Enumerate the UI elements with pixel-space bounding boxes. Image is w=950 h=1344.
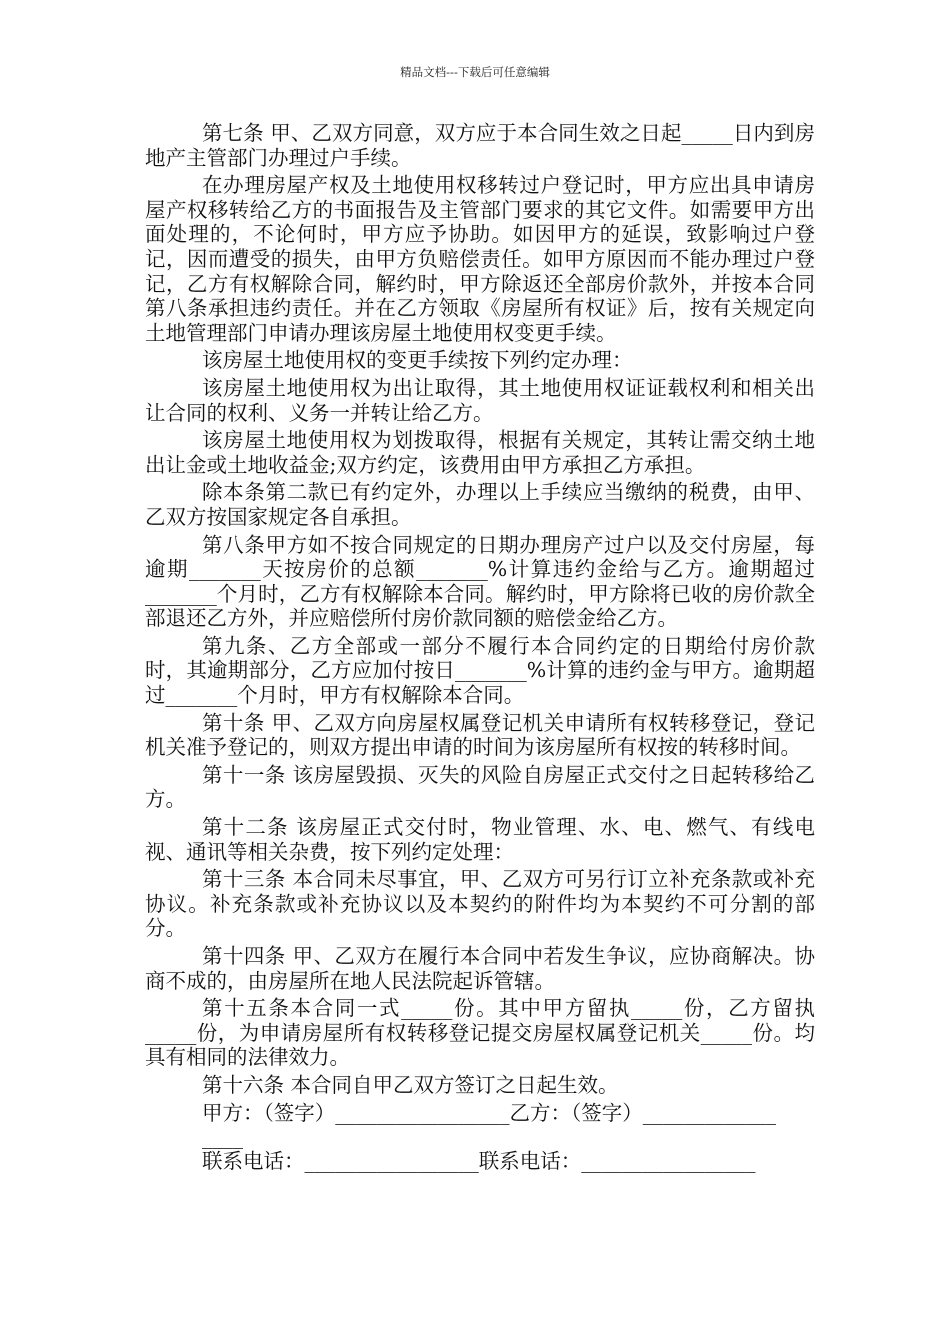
tax-paragraph: 除本条第二款已有约定外，办理以上手续应当缴纳的税费，由甲、乙双方按国家规定各自承担。 <box>145 480 815 529</box>
page-header: 精品文档---下载后可任意编辑 <box>400 65 550 79</box>
signature-line-tail: ____ <box>202 1125 243 1150</box>
article-8: 第八条甲方如不按合同规定的日期办理房产过户以及交付房屋，每逾期_______天按房价的总额_______%计算违约金给与乙方。逾期超过_______个月时，乙方有权解除本合同。解约时，甲方除将已收的房价款全部退还乙方外，并应赔偿所付房价款同额的赔偿金给乙方。 <box>145 532 815 631</box>
signature-line: 甲方：（签字）_________________乙方：（签字）_____________ <box>202 1100 776 1125</box>
land-transfer-paragraph: 该房屋土地使用权为出让取得，其土地使用权证证载权利和相关出让合同的权利、义务一并转让给乙方。 <box>145 375 815 425</box>
article-10: 第十条 甲、乙双方向房屋权属登记机关申请所有权转移登记，登记机关准予登记的，则双方提出申请的时间为该房屋所有权按的转移时间。 <box>145 710 815 760</box>
contact-phone-line: 联系电话：_________________联系电话：_________________ <box>202 1149 756 1174</box>
contract-body <box>145 121 815 1174</box>
transfer-registration-paragraph: 在办理房屋产权及土地使用权移转过户登记时，甲方应出具申请房屋产权移转给乙方的书面报告及主管部门要求的其它文件。如需要甲方出面处理的，不论何时，甲方应予协助。如因甲方的延误，致影响过户登记，因而遭受的损失，由甲方负赔偿责任。如甲方原因而不能办理过户登记，乙方有权解除合同，解约时，甲方除返还全部房价款外，并按本合同第八条承担违约责任。并在乙方领取《房屋所有权证》后，按有关规定向土地管理部门申请办理该房屋土地使用权变更手续。 <box>145 173 815 345</box>
article-14: 第十四条 甲、乙双方在履行本合同中若发生争议，应协商解决。协商不成的，由房屋所在地人民法院起诉管辖。 <box>145 944 815 993</box>
article-12: 第十二条 该房屋正式交付时，物业管理、水、电、燃气、有线电视、通讯等相关杂费，按下列约定处理： <box>145 815 815 864</box>
article-16: 第十六条 本合同自甲乙双方签订之日起生效。 <box>202 1072 619 1097</box>
article-7: 第七条 甲、乙双方同意，双方应于本合同生效之日起_____日内到房地产主管部门办理过户手续。 <box>145 121 815 170</box>
article-15: 第十五条本合同一式_____份。其中甲方留执_____份，乙方留执_____份，为申请房屋所有权转移登记提交房屋权属登记机关_____份。均具有相同的法律效力。 <box>145 996 815 1070</box>
article-11: 第十一条 该房屋毁损、灭失的风险自房屋正式交付之日起转移给乙方。 <box>145 762 815 812</box>
article-13: 第十三条 本合同未尽事宜，甲、乙双方可另行订立补充条款或补充协议。补充条款或补充协议以及本契约的附件均为本契约不可分割的部分。 <box>145 867 815 941</box>
article-9: 第九条、乙方全部或一部分不履行本合同约定的日期给付房价款时，其逾期部分，乙方应加付按日_______%计算的违约金与甲方。逾期超过_______个月时，甲方有权解除本合同。 <box>145 633 815 708</box>
land-use-change-paragraph: 该房屋土地使用权的变更手续按下列约定办理： <box>202 348 633 373</box>
land-allocation-paragraph: 该房屋土地使用权为划拨取得，根据有关规定，其转让需交纳土地出让金或土地收益金;双方约定，该费用由甲方承担乙方承担。 <box>145 428 815 477</box>
